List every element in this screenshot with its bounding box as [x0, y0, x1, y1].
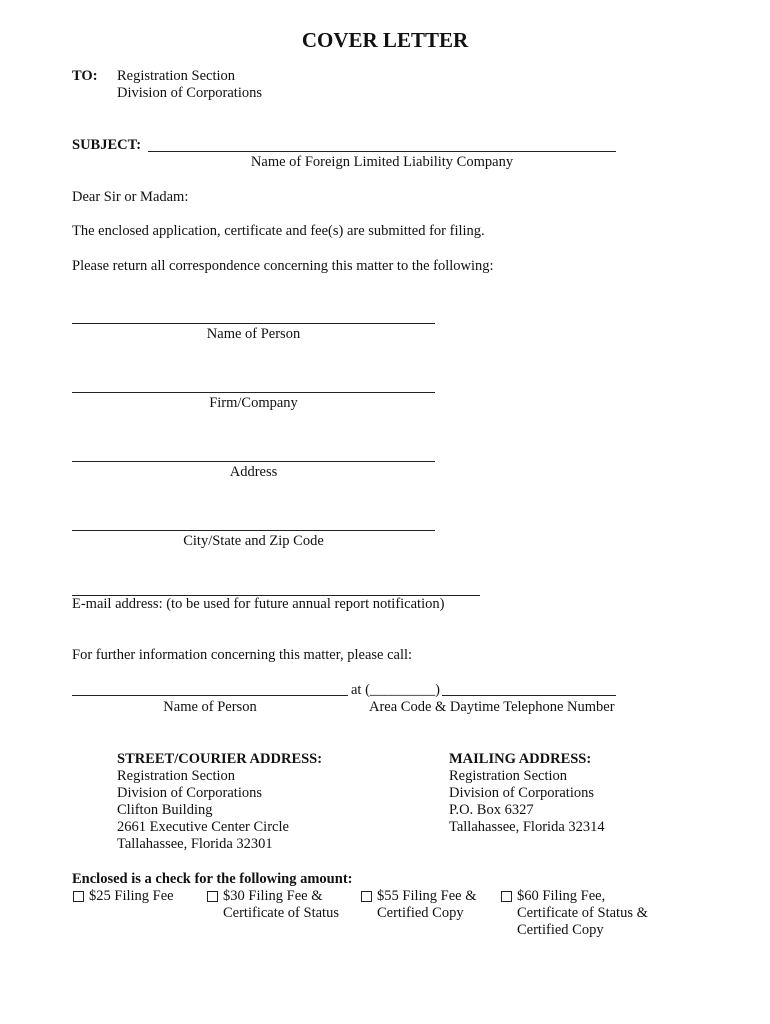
mailing-address-line: Division of Corporations [449, 785, 594, 801]
page-title: COVER LETTER [301, 28, 469, 52]
contact-name-caption: Name of Person [163, 699, 257, 715]
fee-55-label-line: Certified Copy [377, 905, 464, 921]
mailing-address-line: P.O. Box 6327 [449, 802, 534, 818]
city-state-zip-field[interactable] [72, 530, 435, 531]
fee-30-checkbox[interactable] [207, 891, 218, 902]
subject-label: SUBJECT: [72, 137, 142, 153]
mailing-address-line: Registration Section [449, 768, 567, 784]
body-paragraph-1: The enclosed application, certificate and fee(s) are submitted for filing. [72, 223, 485, 239]
to-line-1: Registration Section [117, 68, 235, 84]
mailing-address-block [449, 751, 605, 836]
fee-55-label [377, 888, 477, 922]
contact-name-field[interactable] [72, 695, 348, 696]
street-address-line: Clifton Building [117, 802, 213, 818]
mailing-address-line: Tallahassee, Florida 32314 [449, 819, 605, 835]
address-field[interactable] [72, 461, 435, 462]
street-address-heading: STREET/COURIER ADDRESS: [117, 751, 323, 767]
to-line-2: Division of Corporations [117, 85, 262, 101]
firm-company-caption: Firm/Company [209, 395, 298, 411]
fee-30-label-line: $30 Filing Fee & [223, 888, 323, 904]
name-of-person-field[interactable] [72, 323, 435, 324]
street-address-block [117, 751, 322, 853]
contact-prompt: For further information concerning this matter, please call: [72, 647, 413, 663]
fee-30-label-line: Certificate of Status [223, 905, 339, 921]
fee-60-label-line: Certified Copy [517, 922, 604, 938]
telephone-field[interactable] [442, 695, 616, 696]
fees-heading: Enclosed is a check for the following amount: [72, 871, 353, 887]
fee-30-label [223, 888, 339, 922]
body-paragraph-2: Please return all correspondence concerning this matter to the following: [72, 258, 494, 274]
firm-company-field[interactable] [72, 392, 435, 393]
street-address-line: Registration Section [117, 768, 235, 784]
street-address-line: 2661 Executive Center Circle [117, 819, 289, 835]
telephone-caption: Area Code & Daytime Telephone Number [369, 699, 615, 715]
street-address-line: Tallahassee, Florida 32301 [117, 836, 273, 852]
fee-60-label-line: $60 Filing Fee, [517, 888, 606, 904]
city-state-zip-caption: City/State and Zip Code [183, 533, 324, 549]
fee-55-checkbox[interactable] [361, 891, 372, 902]
area-code-field[interactable]: at (_________) [351, 682, 440, 698]
to-label: TO: [72, 68, 98, 84]
fee-60-checkbox[interactable] [501, 891, 512, 902]
name-of-person-caption: Name of Person [206, 326, 301, 342]
fee-25-label: $25 Filing Fee [89, 888, 174, 904]
subject-caption: Name of Foreign Limited Liability Company [250, 154, 514, 170]
subject-field[interactable] [148, 151, 616, 152]
fee-25-checkbox[interactable] [73, 891, 84, 902]
address-caption: Address [229, 464, 278, 480]
fee-60-label-line: Certificate of Status & [517, 905, 648, 921]
salutation: Dear Sir or Madam: [72, 189, 189, 205]
mailing-address-heading: MAILING ADDRESS: [449, 751, 592, 767]
email-caption: E-mail address: (to be used for future annual report notification) [72, 596, 445, 612]
fee-55-label-line: $55 Filing Fee & [377, 888, 477, 904]
fee-60-label [517, 888, 648, 939]
street-address-line: Division of Corporations [117, 785, 262, 801]
